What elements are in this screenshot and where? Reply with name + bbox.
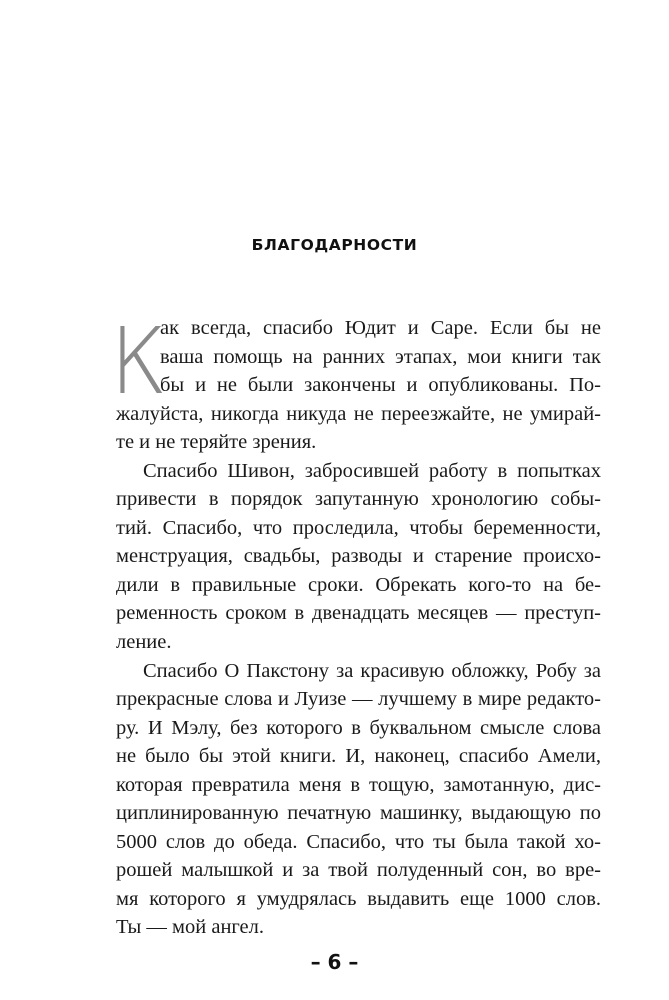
text-line: жалуйста, никогда никуда не переезжайте, не умирай-: [116, 403, 601, 425]
text-line: дили в правильные сроки. Обрекать кого-то на бе-: [116, 574, 601, 596]
drop-cap-letter: К: [110, 308, 168, 415]
text-line: тий. Спасибо, что проследила, чтобы беременности,: [116, 517, 601, 539]
text-line: привести в порядок запутанную хронологию собы-: [116, 488, 601, 510]
text-line: прекрасные слова и Луизе — лучшему в мире редакто-: [116, 688, 601, 710]
text-line: Спасибо Шивон, забросившей работу в попытках: [143, 460, 601, 482]
text-line: циплинированную печатную машинку, выдающую по: [116, 802, 601, 824]
text-line: которая превратила меня в тощую, замотанную, дис-: [116, 774, 601, 796]
text-line: ак всегда, спасибо Юдит и Саре. Если бы не: [160, 317, 601, 339]
text-line: не было бы этой книги. И, наконец, спасибо Амели,: [116, 745, 601, 767]
text-line: бы и не были закончены и опубликованы. По-: [160, 374, 601, 396]
text-line: ваша помощь на ранних этапах, мои книги так: [160, 346, 601, 368]
text-line: ление.: [116, 631, 172, 653]
text-line: менструация, свадьбы, разводы и старение происхо-: [116, 545, 601, 567]
text-line: Спасибо О Пакстону за красивую обложку, Робу за: [143, 660, 601, 682]
page-number: – 6 –: [310, 950, 359, 974]
text-line: ру. И Мэлу, без которого в буквальном смысле слова: [116, 717, 601, 739]
text-line: рошей малышкой и за твой полуденный сон, во вре-: [116, 859, 601, 881]
text-line: 5000 слов до обеда. Спасибо, что ты была такой хо-: [116, 831, 601, 853]
text-line: ременность сроком в двенадцать месяцев — преступ-: [116, 602, 601, 624]
text-line: те и не теряйте зрения.: [116, 431, 317, 453]
text-line: мя которого я умудрялась выдавить еще 1000 слов.: [116, 888, 601, 910]
text-line: Ты — мой ангел.: [116, 916, 265, 938]
page-heading: БЛАГОДАРНОСТИ: [251, 236, 418, 254]
